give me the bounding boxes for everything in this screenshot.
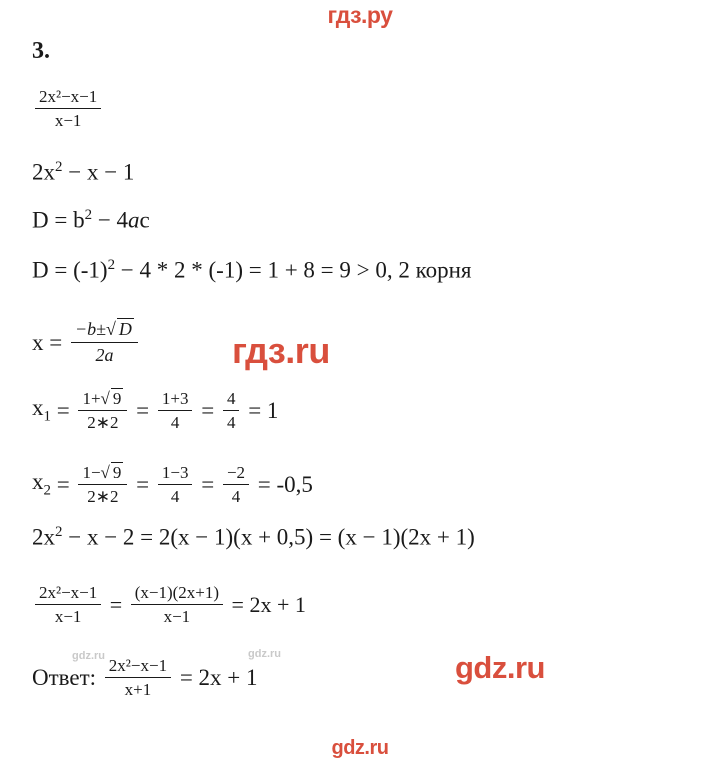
fraction-numerator: 2x²−x−1 [35, 86, 101, 109]
watermark-small-right: gdz.ru [248, 648, 281, 660]
root-one-result: = 1 [248, 398, 279, 424]
factorization-lhs: 2x [32, 524, 55, 550]
root-two-subscript: 2 [43, 483, 51, 500]
discriminant-value [32, 258, 472, 282]
answer-fraction-numerator: 2x²−x−1 [105, 655, 171, 678]
root-two [32, 462, 313, 508]
root-one-subscript: 1 [43, 409, 51, 426]
root-two-f1-num: 1−√ 9 [78, 462, 127, 485]
discriminant-value-rhs: − 4 * 2 * (-1) = 1 + 8 = 9 > 0, 2 корня [120, 257, 472, 283]
factorization-line [32, 525, 475, 549]
watermark-bottom: gdz.ru [331, 737, 389, 759]
discriminant-rhs: − 4 [97, 207, 129, 233]
root-two-f2-num: 1−3 [158, 462, 193, 485]
simplification-f2-den: x−1 [163, 607, 191, 627]
root-two-eq3: = [201, 472, 215, 498]
root-formula-numerator: −b±√ D [71, 318, 138, 343]
root-one-f1-den: 2∗2 [87, 413, 119, 433]
answer-fraction-denominator: x+1 [124, 680, 152, 700]
simplification-result: = 2x + 1 [231, 591, 306, 617]
root-formula-radicand: D [118, 319, 132, 339]
root-one [32, 388, 278, 434]
simplification-f1-den: x−1 [54, 607, 82, 627]
discriminant-formula [32, 208, 150, 232]
root-formula-num-prefix: −b± [74, 319, 107, 339]
watermark-top: гдз.ру [327, 2, 393, 28]
expression-fraction [32, 86, 104, 132]
watermark-right: gdz.ru [455, 650, 545, 685]
discriminant-value-power: 2 [107, 257, 116, 273]
answer-line [32, 655, 258, 701]
discriminant-tail: c [139, 207, 150, 233]
discriminant-lhs: D = b [32, 207, 85, 233]
task-number: 3. [32, 38, 50, 64]
root-two-f2-den: 4 [170, 487, 180, 507]
answer-result: = 2x + 1 [179, 665, 258, 691]
root-two-f1-den: 2∗2 [87, 487, 119, 507]
root-one-f3-den: 4 [226, 413, 236, 433]
root-one-eq1: = [56, 398, 70, 424]
root-one-eq3: = [201, 398, 215, 424]
root-one-eq2: = [136, 398, 150, 424]
root-one-f2-den: 4 [170, 413, 180, 433]
root-two-eq1: = [56, 472, 70, 498]
factorization-power: 2 [55, 524, 63, 540]
watermark-small-left: gdz.ru [72, 650, 105, 662]
quadratic-expression [32, 160, 134, 184]
root-two-eq2: = [136, 472, 150, 498]
root-formula-denominator: 2a [95, 344, 114, 365]
root-one-label: $x_1$ [32, 395, 51, 426]
root-formula [32, 318, 141, 366]
root-formula-lhs: x = [32, 329, 63, 355]
root-two-f3-den: 4 [231, 487, 241, 507]
watermark-middle: гдз.ru [232, 330, 330, 371]
simplification-f2-num: (x−1)(2x+1) [131, 582, 223, 605]
root-one-f3-num: 4 [223, 388, 240, 411]
discriminant-power: 2 [84, 207, 93, 223]
quadratic-a: 2x [32, 159, 55, 185]
discriminant-ital-a: a [128, 207, 140, 233]
root-two-f3-num: −2 [223, 462, 249, 485]
quadratic-rest: − x − 1 [68, 159, 135, 185]
root-one-f2-num: 1+3 [158, 388, 193, 411]
answer-label: Ответ: [32, 665, 97, 691]
root-two-label: $x_2$ [32, 469, 51, 500]
discriminant-value-lhs: D = (-1) [32, 257, 108, 283]
factorization-rhs: − x − 2 = 2(x − 1)(x + 0,5) = (x − 1)(2x + 1) [68, 524, 475, 550]
root-two-result: = -0,5 [257, 472, 313, 498]
fraction-denominator: x−1 [54, 111, 82, 131]
simplification-line [32, 582, 306, 628]
simplification-f1-num: 2x²−x−1 [35, 582, 101, 605]
root-one-f1-num: 1+√ 9 [78, 388, 127, 411]
simplification-eq1: = [109, 591, 123, 617]
quadratic-power: 2 [55, 159, 63, 175]
